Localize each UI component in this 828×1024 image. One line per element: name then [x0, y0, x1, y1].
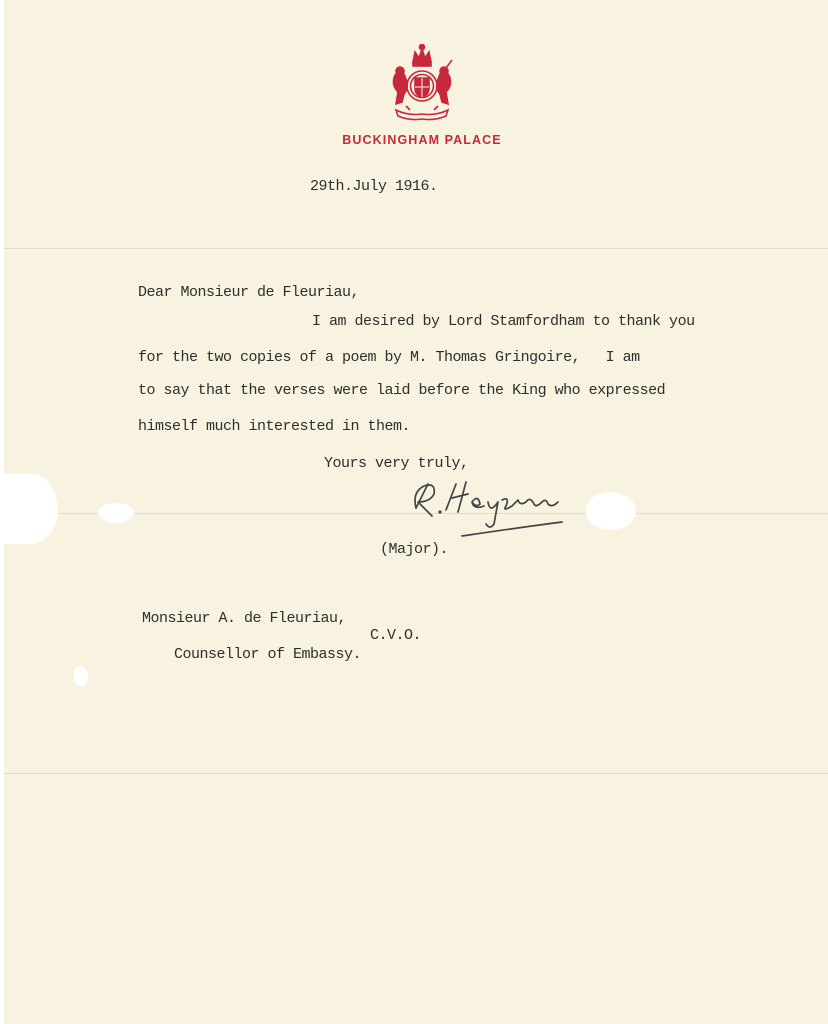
closing: Yours very truly,: [324, 455, 469, 472]
body-line: himself much interested in them.: [138, 418, 411, 435]
recipient-title: Counsellor of Embassy.: [174, 646, 362, 663]
royal-coat-of-arms-icon: [382, 44, 462, 124]
signer-rank: (Major).: [380, 541, 449, 558]
letter-sheet: [4, 0, 828, 1024]
letterhead-address: BUCKINGHAM PALACE: [342, 133, 502, 147]
fold-crease: [4, 248, 828, 249]
punch-hole: [586, 492, 636, 530]
recipient-honours: C.V.O.: [370, 627, 422, 644]
punch-hole: [98, 503, 134, 523]
recipient-name: Monsieur A. de Fleuriau,: [142, 610, 347, 627]
fold-crease: [4, 773, 828, 774]
torn-edge-hole: [4, 474, 58, 544]
letter-date: 29th.July 1916.: [310, 178, 438, 195]
body-line: for the two copies of a poem by M. Thomas Gringoire, I am: [138, 349, 640, 366]
body-line: to say that the verses were laid before the King who expressed: [138, 382, 666, 399]
body-line: I am desired by Lord Stamfordham to thank you: [312, 313, 695, 330]
handwritten-signature: [406, 472, 586, 544]
paper-nick: [74, 666, 88, 686]
salutation: Dear Monsieur de Fleuriau,: [138, 284, 360, 301]
